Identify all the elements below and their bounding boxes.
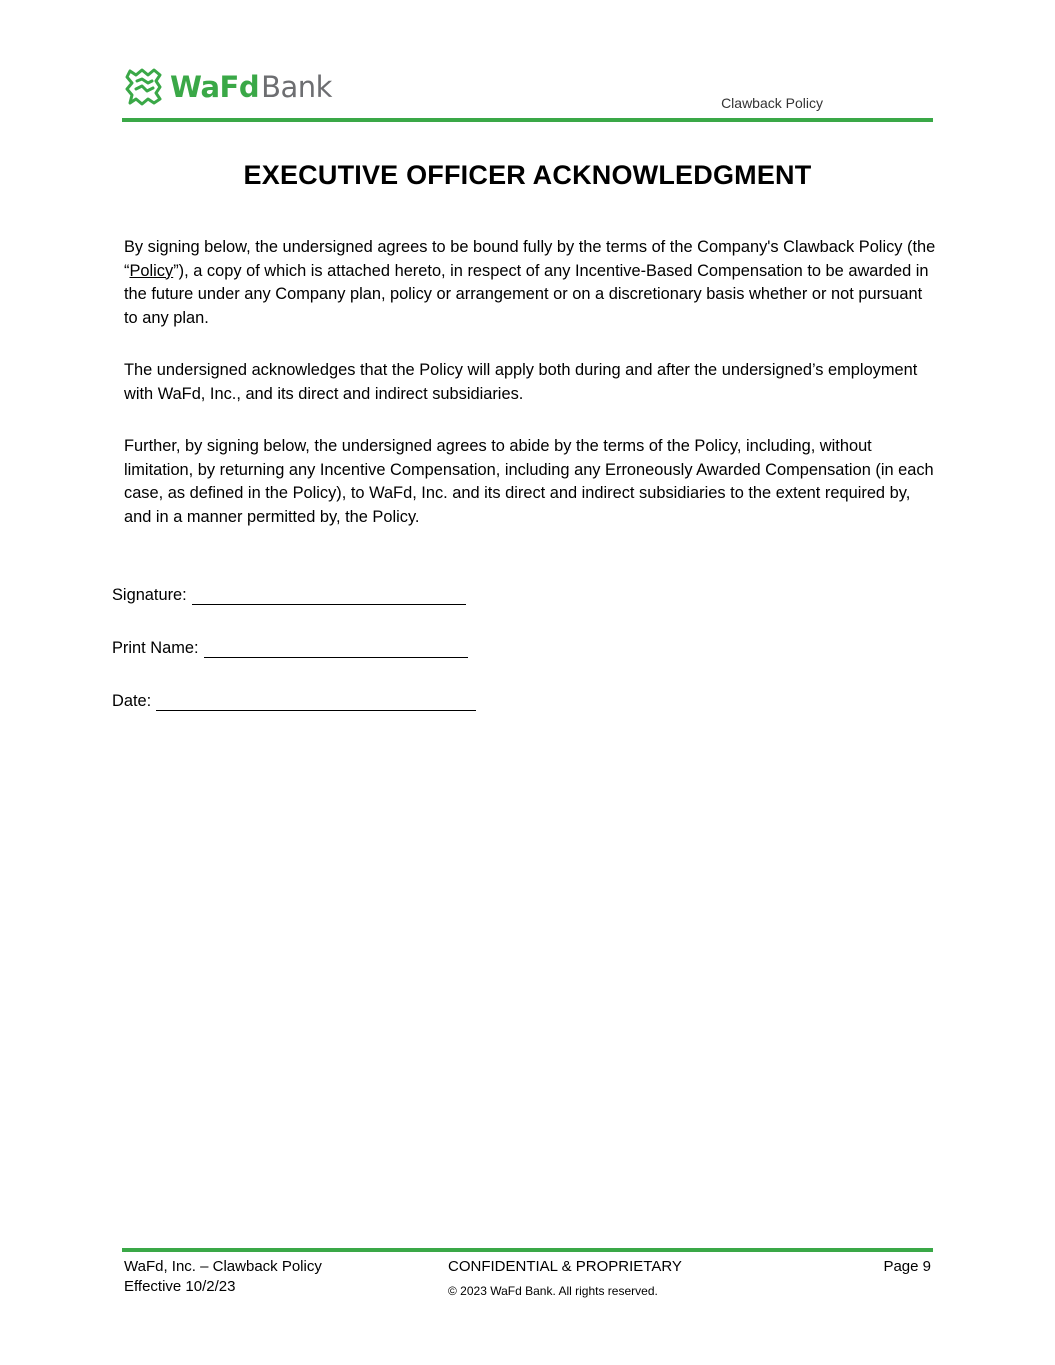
logo-bank: Bank: [261, 69, 332, 104]
page-title: EXECUTIVE OFFICER ACKNOWLEDGMENT: [243, 160, 812, 190]
paragraph-3: Further, by signing below, the undersigned agrees to abide by the terms of the Policy, including, without limitation, by returning any Incentive Compensation, including any Erroneously Awarded Compensation (in each case, as defined in the Policy), to WaFd, Inc. and its direct and indirect subsidiaries to the extent required by, and in a manner permitted by, the Policy.: [124, 437, 934, 526]
print-name-label: Print Name:: [112, 639, 199, 657]
print-name-field[interactable]: [204, 639, 468, 658]
paragraph-1: [124, 236, 939, 330]
document-body: [124, 236, 939, 558]
signature-row: [112, 582, 476, 605]
logo-wordmark: [170, 69, 332, 104]
page-number: Page 9: [883, 1258, 931, 1275]
footer-rule: [122, 1248, 933, 1252]
date-row: [112, 688, 476, 711]
policy-term: Policy: [129, 261, 174, 280]
signature-label: Signature:: [112, 586, 187, 604]
print-name-row: [112, 635, 476, 658]
footer-effective-date: Effective 10/2/23: [124, 1278, 236, 1295]
paragraph-1-end: ”), a copy of which is attached hereto, in respect of any Incentive-Based Compensation to be awarded in the future under any Company plan, policy or arrangement or on a discretionary basis whether or not pursuant to any plan.: [124, 261, 929, 327]
footer-doc-name: WaFd, Inc. – Clawback Policy: [124, 1258, 322, 1275]
paragraph-1-start: By signing below, the undersigned agrees to be bound fully by the terms of the Company's Clawback Policy (the “: [124, 238, 936, 280]
signature-field[interactable]: [192, 586, 466, 605]
wafd-bank-logo: [122, 64, 332, 110]
date-label: Date:: [112, 692, 152, 710]
wafd-logo-icon: [122, 65, 166, 109]
paragraph-2: The undersigned acknowledges that the Policy will apply both during and after the undersigned’s employment with WaFd, Inc., and its direct and indirect subsidiaries.: [124, 361, 918, 403]
footer-confidential: CONFIDENTIAL & PROPRIETARY: [448, 1258, 682, 1275]
header-rule: [122, 118, 933, 122]
logo-wafd: WaFd: [170, 69, 260, 104]
header-label: Clawback Policy: [721, 95, 823, 111]
footer-center: [448, 1257, 682, 1301]
date-field[interactable]: [156, 692, 476, 711]
footer-copyright: © 2023 WaFd Bank. All rights reserved.: [448, 1284, 658, 1298]
signature-block: [112, 582, 476, 741]
footer-left: [124, 1257, 322, 1297]
